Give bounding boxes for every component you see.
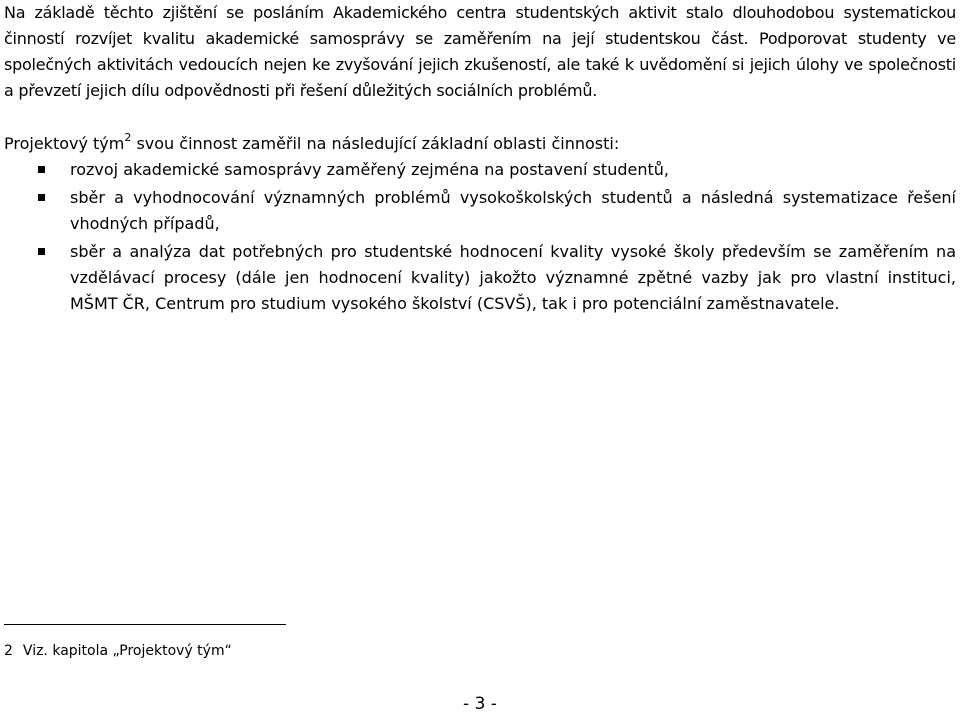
list-item-text: sběr a vyhodnocování významných problémů vysokoškolských studentů a následná systematizace řešení vhodných případů, bbox=[70, 188, 956, 233]
footnote bbox=[4, 641, 232, 661]
section-intro bbox=[4, 131, 956, 157]
list-item bbox=[0, 157, 960, 183]
square-bullet-icon bbox=[38, 248, 45, 255]
intro-text-continued: svou činnost zaměřil na následující základní oblasti činnosti: bbox=[131, 134, 620, 153]
body-paragraph: Na základě těchto zjištění se posláním Akademického centra studentských aktivit stalo dlouhodobou systematickou činností rozvíjet kvalitu akademické samosprávy se zaměřením na její studentskou část. Podporovat studenty ve společných aktivitách vedoucích nejen ke zvyšování jejich zkušeností, ale také k uvědomění si jejich úlohy ve společnosti a převzetí jejich dílu odpovědnosti při řešení důležitých sociálních problémů. bbox=[4, 3, 956, 100]
list-item bbox=[0, 185, 960, 237]
footnote-reference: 2 bbox=[124, 130, 132, 144]
square-bullet-icon bbox=[38, 166, 45, 173]
footnote-separator bbox=[4, 624, 286, 625]
footnote-mark: 2 bbox=[4, 643, 13, 659]
intro-text: Projektový tým bbox=[4, 134, 125, 153]
page-number: - 3 - bbox=[463, 694, 497, 714]
activity-list bbox=[0, 157, 960, 319]
list-item-text: rozvoj akademické samosprávy zaměřený zejména na postavení studentů, bbox=[70, 160, 669, 179]
footnote-text: Viz. kapitola „Projektový tým“ bbox=[22, 643, 232, 659]
list-item bbox=[0, 239, 960, 317]
list-item-text: sběr a analýza dat potřebných pro studentské hodnocení kvality vysoké školy především se zaměřením na vzdělávací procesy (dále jen hodnocení kvality) jakožto významné zpětné vazby jak pro vlastní instituci, MŠMT ČR, Centrum pro studium vysokého školství (CSVŠ), tak i pro potenciální zaměstnavatele. bbox=[70, 242, 956, 313]
square-bullet-icon bbox=[38, 194, 45, 201]
